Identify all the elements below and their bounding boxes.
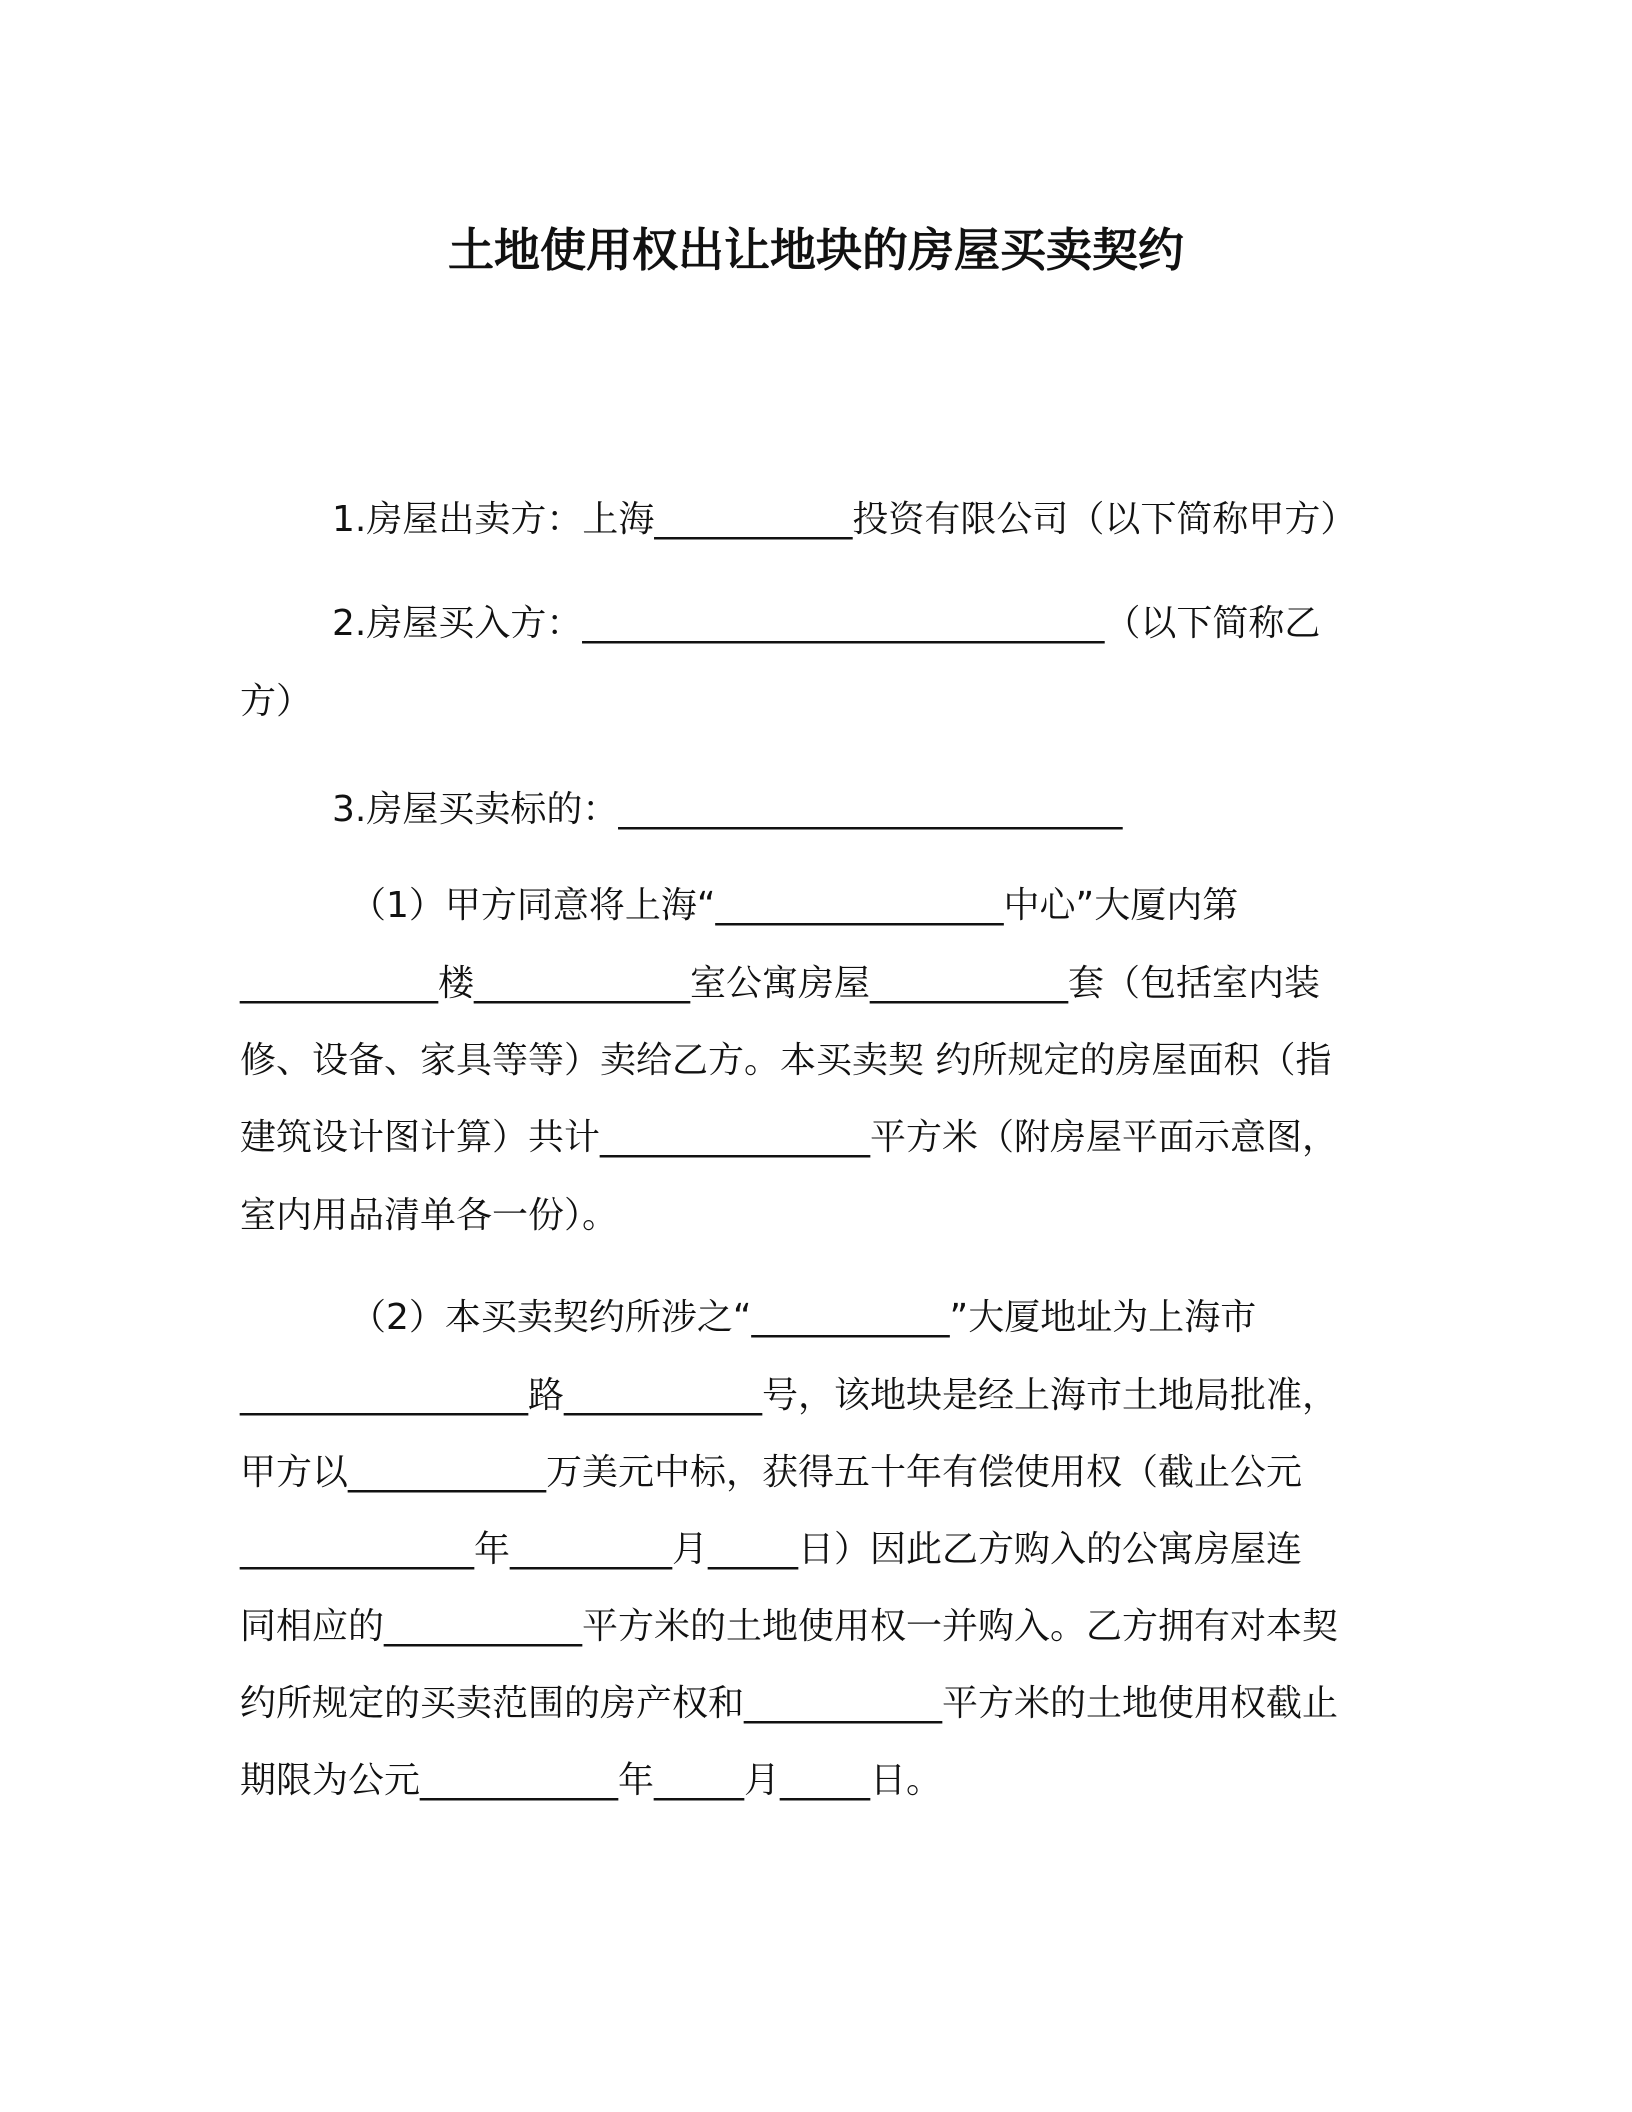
clause-3-2-line-1: （2）本买卖契约所涉之“___________”大厦地址为上海市 <box>350 1297 1257 1338</box>
clause-3-1-line-4: 建筑设计图计算）共计_______________平方米（附房屋平面示意图， <box>240 1117 1339 1158</box>
document-title: 土地使用权出让地块的房屋买卖契约 <box>448 223 1184 277</box>
clause-3-2-line-7: 期限为公元___________年_____月_____日。 <box>240 1760 943 1801</box>
clause-1-seller: 1.房屋出卖方：上海___________投资有限公司（以下简称甲方） <box>332 499 1357 540</box>
clause-2-buyer-cont: 方） <box>240 681 313 722</box>
clause-3-1-line-2: ___________楼____________室公寓房屋___________套（包括室内装 <box>240 963 1321 1004</box>
clause-2-buyer: 2.房屋买入方：_____________________________（以下简称乙 <box>332 603 1321 644</box>
clause-3-1-line-5: 室内用品清单各一份）。 <box>240 1195 619 1236</box>
clause-3-1-line-1: （1）甲方同意将上海“________________中心”大厦内第 <box>350 885 1239 926</box>
clause-3-1-line-3: 修、设备、家具等等）卖给乙方。本买卖契 约所规定的房屋面积（指 <box>240 1040 1332 1081</box>
clause-3-subject: 3.房屋买卖标的：____________________________ <box>332 789 1123 830</box>
clause-3-2-line-3: 甲方以___________万美元中标，获得五十年有偿使用权（截止公元 <box>240 1452 1303 1493</box>
clause-3-2-line-4: _____________年_________月_____日）因此乙方购入的公寓房屋连 <box>240 1529 1303 1570</box>
clause-3-2-line-6: 约所规定的买卖范围的房产权和___________平方米的土地使用权截止 <box>240 1683 1339 1724</box>
clause-3-2-line-5: 同相应的___________平方米的土地使用权一并购入。乙方拥有对本契 <box>240 1606 1339 1647</box>
clause-3-2-line-2: ________________路___________号，该地块是经上海市土地局批准， <box>240 1375 1339 1416</box>
